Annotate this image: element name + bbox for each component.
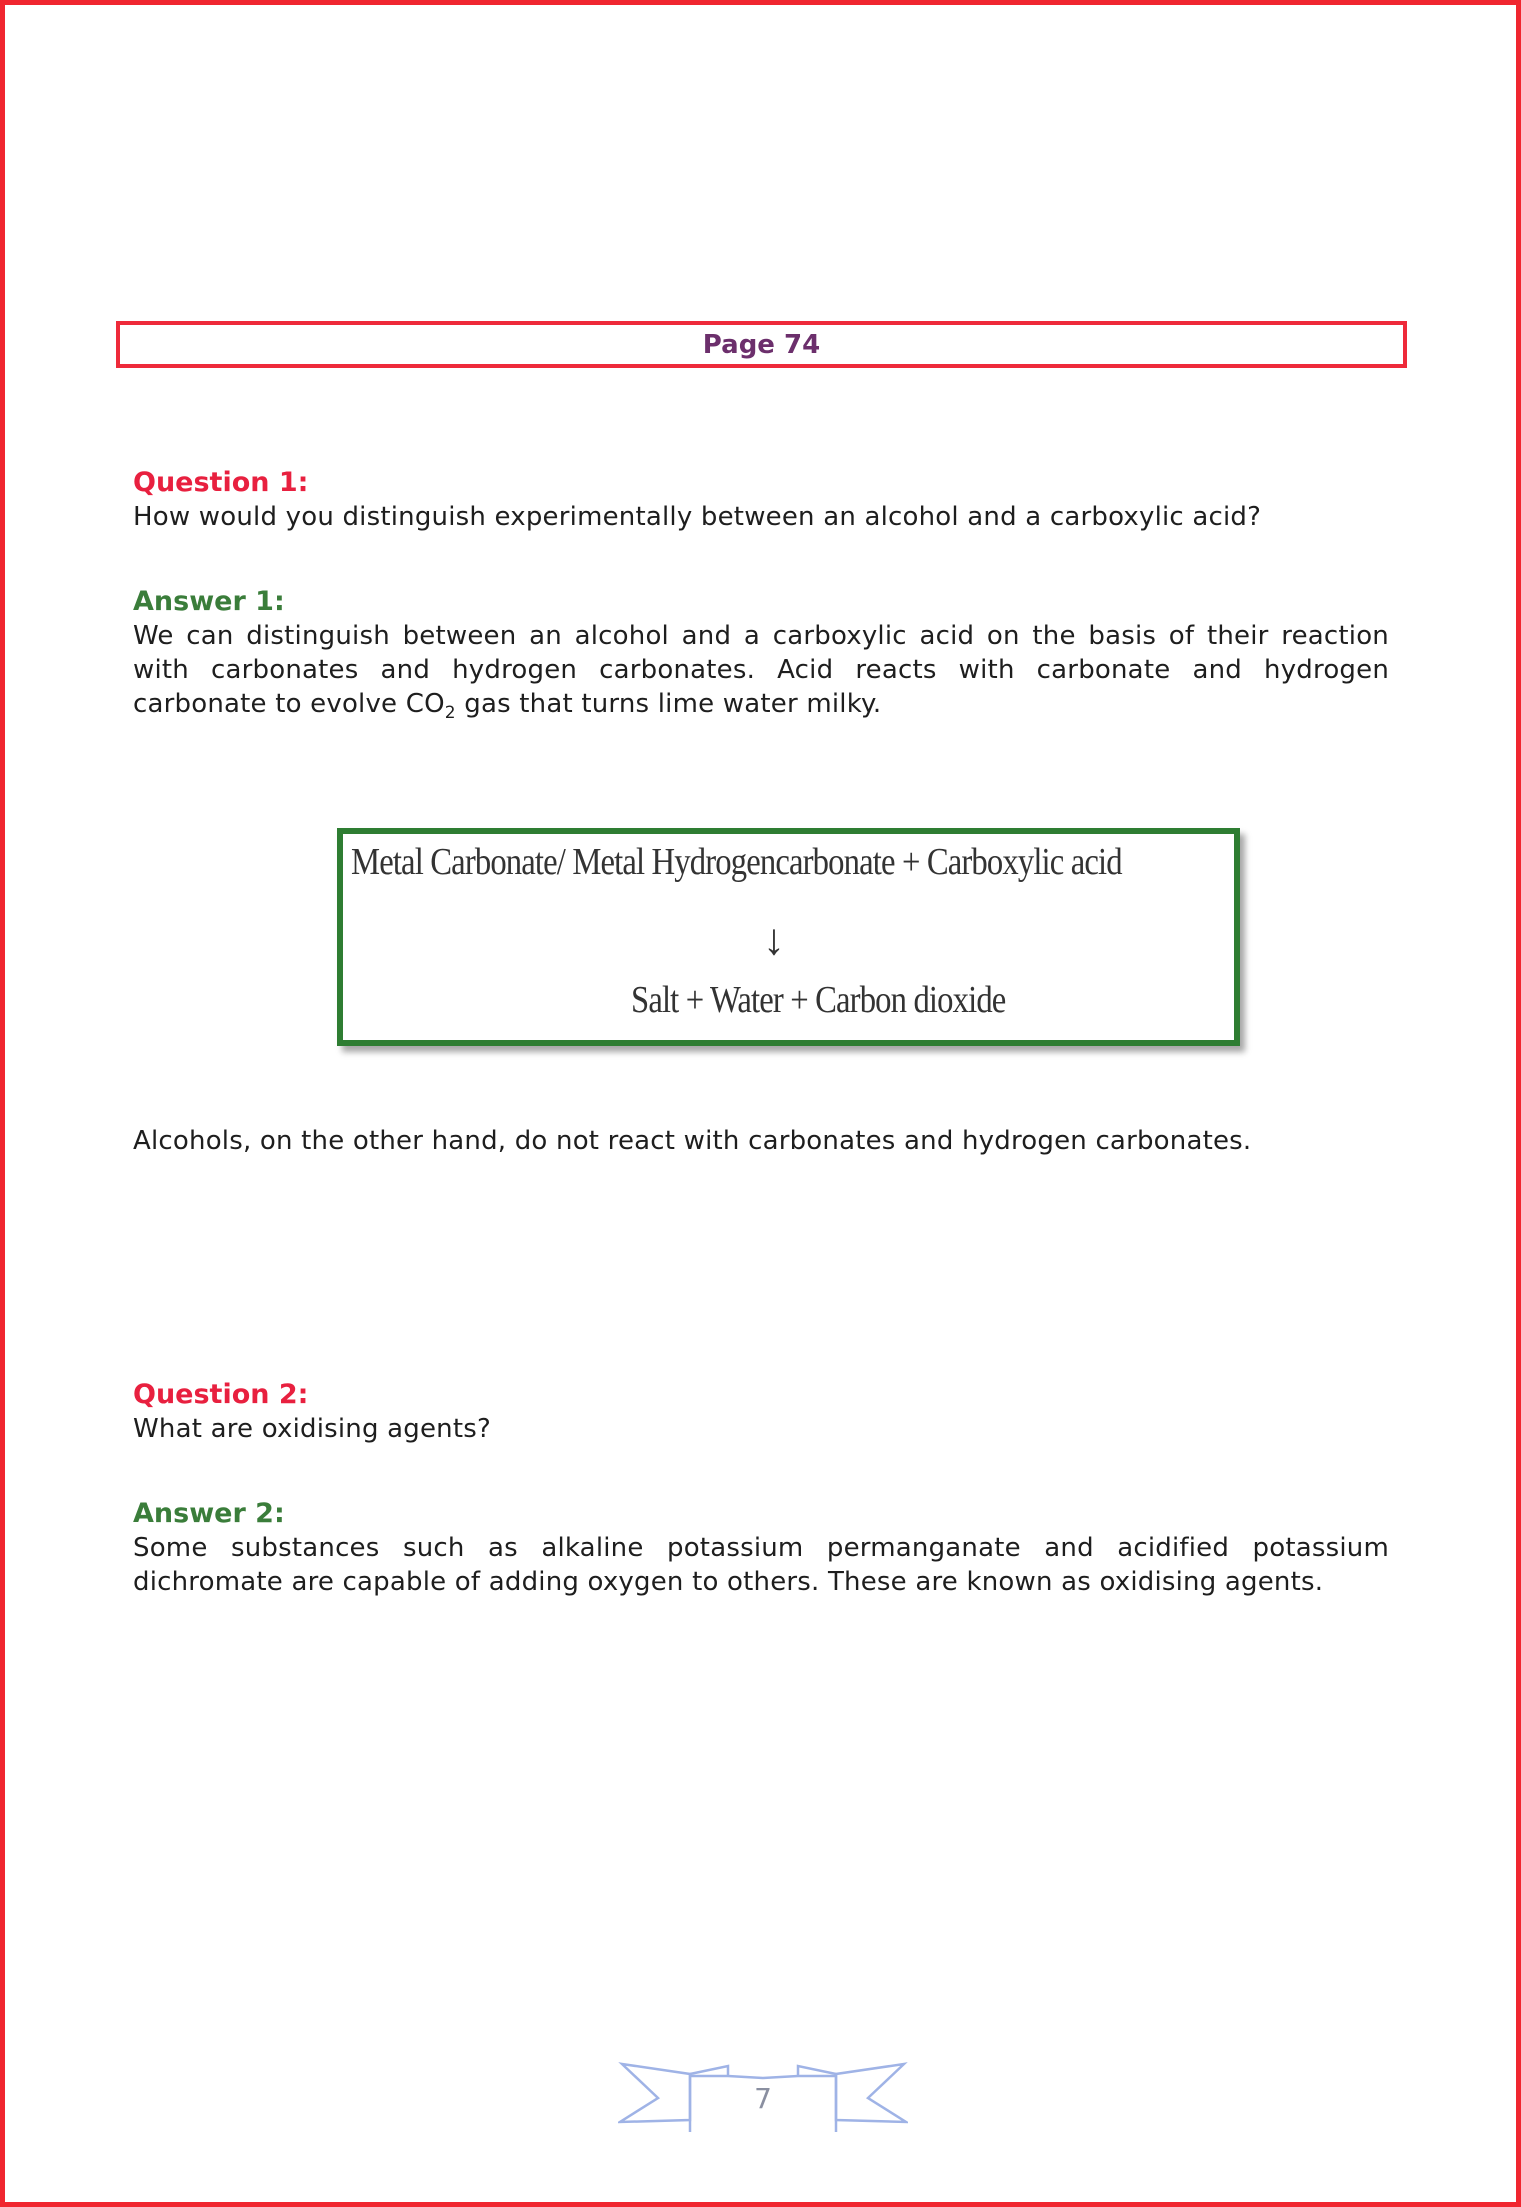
answer-2-line-1: Some substances such as alkaline potassium permanganate and acidified potassium: [133, 1533, 1389, 1563]
page-header-title: Page 74: [702, 329, 821, 360]
question-1: [133, 466, 1389, 534]
answer-2-line-2: dichromate are capable of adding oxygen to others. These are known as oxidising agents.: [133, 1567, 1324, 1597]
reaction-products: Salt + Water + Carbon dioxide: [631, 979, 1006, 1021]
question-1-text: How would you distinguish experimentally between an alcohol and a carboxylic acid?: [133, 502, 1262, 532]
answer-1-line-3: [133, 687, 1389, 730]
answer-1: [133, 585, 1389, 730]
question-2-text: What are oxidising agents?: [133, 1414, 492, 1444]
answer-1-continued: [133, 1124, 1389, 1158]
answer-2-label: Answer 2:: [133, 1498, 285, 1529]
co2-subscript: 2: [444, 703, 456, 724]
answer-2: [133, 1497, 1389, 1599]
reaction-equation-box: [337, 828, 1240, 1046]
reaction-reactants: Metal Carbonate/ Metal Hydrogencarbonate + Carboxylic acid: [351, 841, 1122, 883]
down-arrow-icon: ↓: [763, 915, 785, 964]
question-2-label: Question 2:: [133, 1379, 309, 1410]
answer-1-line-1: We can distinguish between an alcohol and a carboxylic acid on the basis of their reaction: [133, 621, 1389, 651]
footer-page-number-badge: [618, 2060, 908, 2140]
answer-1-line-2: with carbonates and hydrogen carbonates. Acid reacts with carbonate and hydrogen: [133, 655, 1389, 685]
question-1-label: Question 1:: [133, 467, 309, 498]
footer-page-number: 7: [754, 2082, 772, 2115]
answer-1-label: Answer 1:: [133, 586, 285, 617]
question-2: [133, 1378, 1389, 1446]
answer-1-line-3-pre: carbonate to evolve CO: [133, 689, 445, 719]
page-header-box: [116, 321, 1407, 368]
answer-1-paragraph-2: Alcohols, on the other hand, do not react with carbonates and hydrogen carbonates.: [133, 1126, 1252, 1156]
answer-1-line-3-post: gas that turns lime water milky.: [455, 689, 882, 719]
